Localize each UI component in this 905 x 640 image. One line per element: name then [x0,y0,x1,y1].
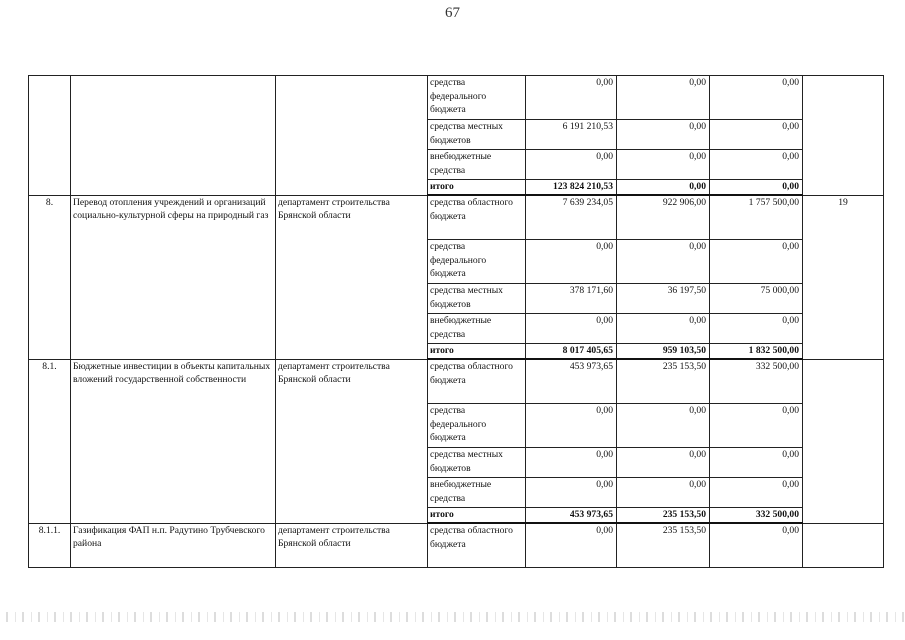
amount-3: 0,00 [710,523,803,568]
funding-source: средства областного бюджета [428,359,526,404]
amount-1: 6 191 210,53 [526,120,617,150]
amount-1: 453 973,65 [526,359,617,404]
funding-source: итого [428,508,526,524]
amount-3: 75 000,00 [710,284,803,314]
amount-1: 0,00 [526,150,617,180]
table-row [29,76,884,120]
amount-3: 0,00 [710,180,803,196]
funding-source: средства федерального бюджета [428,404,526,448]
responsible-department: департамент строительства Брянской области [276,359,428,523]
responsible-department: департамент строительства Брянской области [276,523,428,568]
amount-2: 0,00 [617,150,710,180]
funding-source: итого [428,344,526,360]
funding-source: средства федерального бюджета [428,76,526,120]
table-row [29,195,884,240]
funding-source: внебюджетные средства [428,314,526,344]
amount-2: 0,00 [617,314,710,344]
amount-3: 1 832 500,00 [710,344,803,360]
amount-3: 332 500,00 [710,508,803,524]
funding-source: внебюджетные средства [428,150,526,180]
amount-3: 0,00 [710,448,803,478]
amount-2: 235 153,50 [617,508,710,524]
amount-1: 0,00 [526,404,617,448]
amount-2: 235 153,50 [617,359,710,404]
amount-2: 0,00 [617,76,710,120]
amount-3: 0,00 [710,150,803,180]
amount-2: 0,00 [617,448,710,478]
note-cell [803,359,884,523]
note-cell [803,76,884,196]
amount-3: 332 500,00 [710,359,803,404]
note-cell: 19 [803,195,884,359]
amount-1: 0,00 [526,240,617,284]
row-index: 8.1.1. [29,523,71,568]
funding-source: средства областного бюджета [428,195,526,240]
event-name: Газификация ФАП н.п. Радутино Трубчевского района [71,523,276,568]
event-name: Перевод отопления учреждений и организаций социально-культурной сферы на природный газ [71,195,276,359]
event-name [71,76,276,196]
note-cell [803,523,884,568]
amount-2: 0,00 [617,478,710,508]
funding-source: средства федерального бюджета [428,240,526,284]
amount-1: 453 973,65 [526,508,617,524]
amount-1: 0,00 [526,76,617,120]
table-row [29,359,884,404]
table-row [29,523,884,568]
amount-1: 8 017 405,65 [526,344,617,360]
amount-1: 0,00 [526,448,617,478]
funding-source: средства местных бюджетов [428,284,526,314]
amount-2: 36 197,50 [617,284,710,314]
amount-3: 0,00 [710,478,803,508]
amount-2: 0,00 [617,240,710,284]
amount-1: 123 824 210,53 [526,180,617,196]
scan-artifact-strip [0,612,905,622]
amount-1: 0,00 [526,478,617,508]
amount-3: 0,00 [710,240,803,284]
amount-3: 0,00 [710,76,803,120]
event-name: Бюджетные инвестиции в объекты капитальных вложений государственной собственности [71,359,276,523]
amount-1: 0,00 [526,523,617,568]
responsible-department [276,76,428,196]
amount-3: 1 757 500,00 [710,195,803,240]
amount-2: 959 103,50 [617,344,710,360]
amount-2: 922 906,00 [617,195,710,240]
amount-2: 235 153,50 [617,523,710,568]
amount-2: 0,00 [617,120,710,150]
amount-2: 0,00 [617,404,710,448]
funding-source: средства местных бюджетов [428,120,526,150]
row-index: 8.1. [29,359,71,523]
funding-source: итого [428,180,526,196]
amount-3: 0,00 [710,314,803,344]
funding-source: средства областного бюджета [428,523,526,568]
page-number: 67 [445,5,460,21]
amount-1: 378 171,60 [526,284,617,314]
budget-table [28,75,884,568]
responsible-department: департамент строительства Брянской области [276,195,428,359]
amount-1: 0,00 [526,314,617,344]
row-index [29,76,71,196]
amount-1: 7 639 234,05 [526,195,617,240]
row-index: 8. [29,195,71,359]
amount-2: 0,00 [617,180,710,196]
funding-source: средства местных бюджетов [428,448,526,478]
amount-3: 0,00 [710,404,803,448]
amount-3: 0,00 [710,120,803,150]
funding-source: внебюджетные средства [428,478,526,508]
